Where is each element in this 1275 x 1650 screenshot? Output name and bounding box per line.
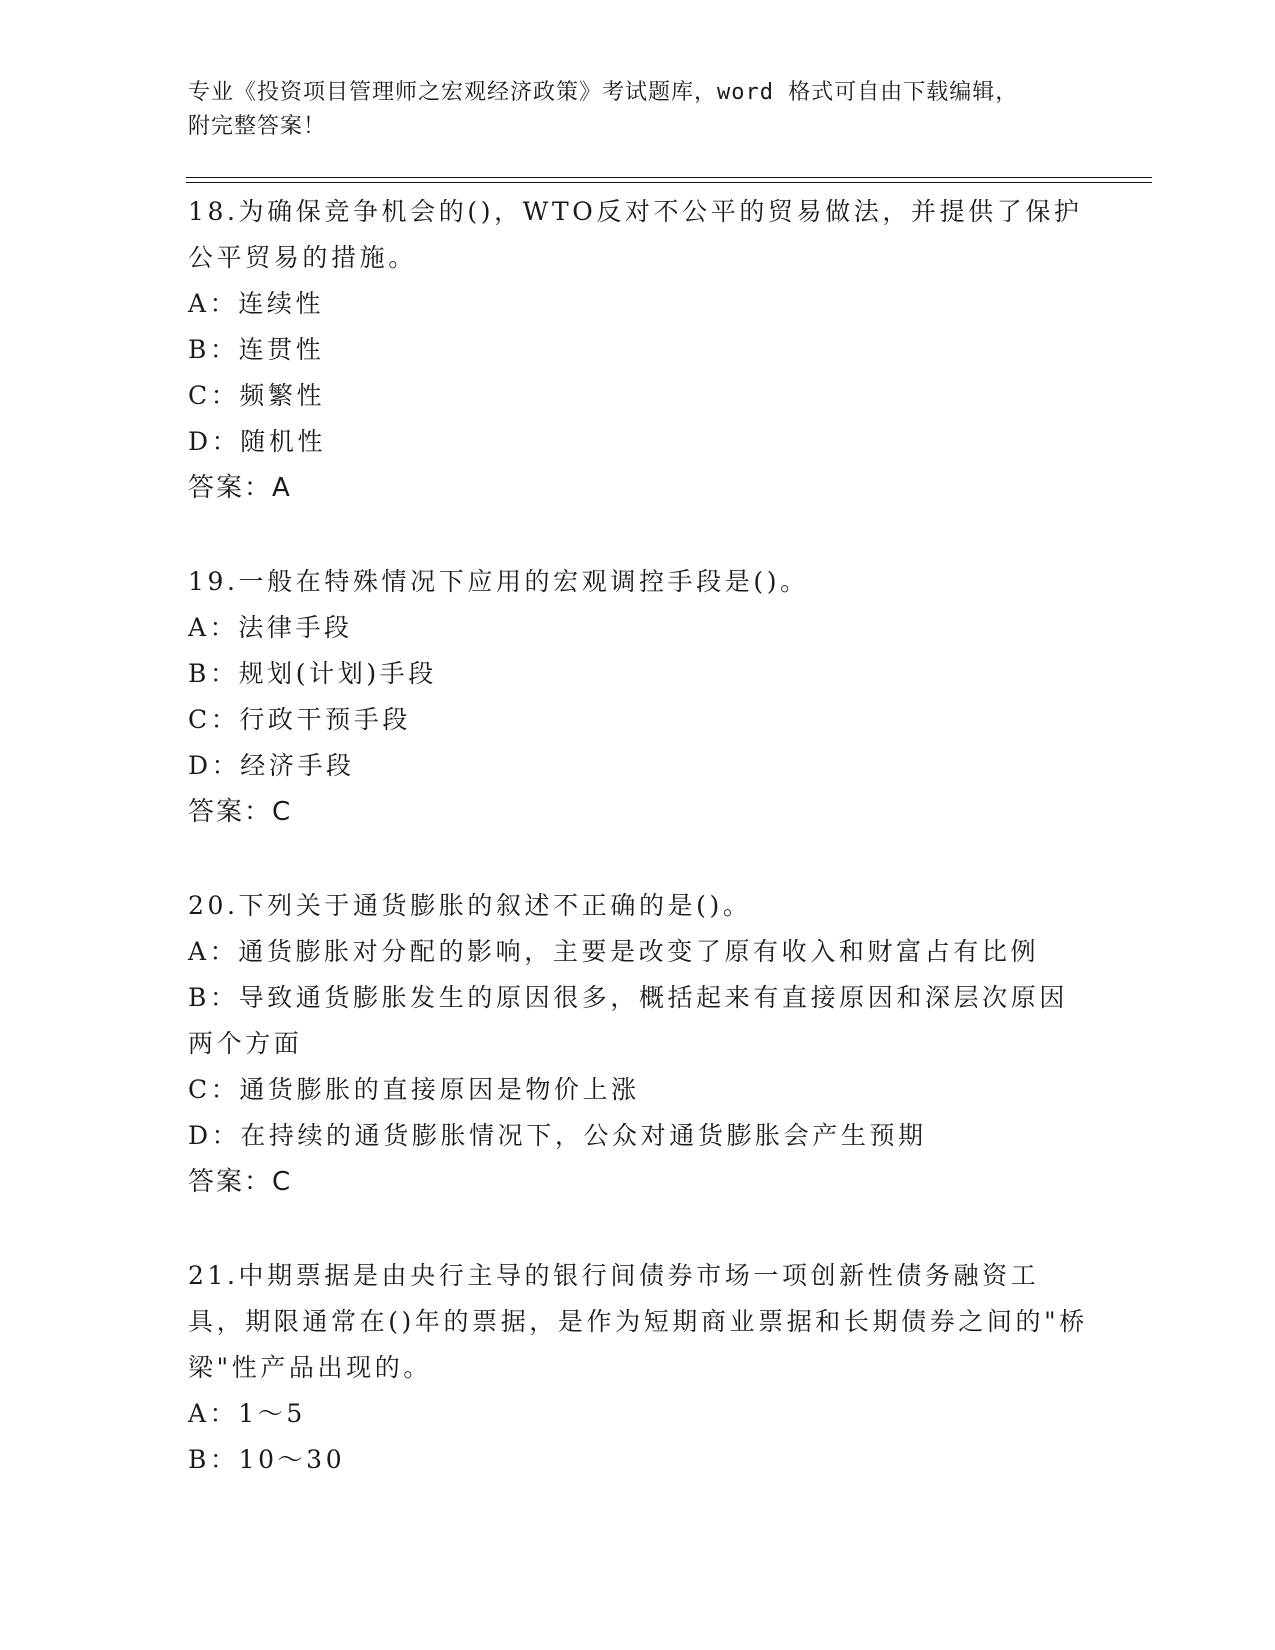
question-18 <box>188 189 1088 511</box>
option-d: D：随机性 <box>188 427 327 456</box>
header-line-2: 附完整答案！ <box>188 114 327 139</box>
header-divider-bottom <box>186 182 1152 183</box>
option-b: B：10～30 <box>188 1445 346 1474</box>
answer: 答案：C <box>188 1167 293 1197</box>
option-a: A：1～5 <box>188 1399 306 1428</box>
question-stem: 20.下列关于通货膨胀的叙述不正确的是()。 <box>188 891 752 920</box>
option-c: C：行政干预手段 <box>188 705 411 734</box>
document-header <box>188 76 1088 144</box>
option-d: D：在持续的通货膨胀情况下，公众对通货膨胀会产生预期 <box>188 1121 927 1150</box>
header-divider-top <box>186 177 1152 178</box>
option-b: B：导致通货膨胀发生的原因很多，概括起来有直接原因和深层次原因两个方面 <box>188 983 1068 1058</box>
option-b: B：连贯性 <box>188 335 325 364</box>
option-c: C：通货膨胀的直接原因是物价上涨 <box>188 1075 640 1104</box>
option-b: B：规划(计划)手段 <box>188 659 437 688</box>
answer: 答案：C <box>188 797 293 827</box>
question-list <box>188 189 1088 1531</box>
header-line-1: 专业《投资项目管理师之宏观经济政策》考试题库，word 格式可自由下载编辑， <box>188 80 1019 105</box>
question-20 <box>188 883 1088 1205</box>
question-stem: 18.为确保竞争机会的()，WTO反对不公平的贸易做法，并提供了保护公平贸易的措施。 <box>188 197 1083 272</box>
option-a: A：法律手段 <box>188 613 353 642</box>
answer: 答案：A <box>188 473 292 503</box>
option-c: C：频繁性 <box>188 381 326 410</box>
option-a: A：连续性 <box>188 289 325 318</box>
option-a: A：通货膨胀对分配的影响，主要是改变了原有收入和财富占有比例 <box>188 937 1040 966</box>
question-19 <box>188 559 1088 835</box>
question-21 <box>188 1253 1088 1483</box>
question-stem: 21.中期票据是由央行主导的银行间债券市场一项创新性债务融资工具，期限通常在()年的票据，是作为短期商业票据和长期债券之间的"桥梁"性产品出现的。 <box>188 1261 1088 1382</box>
question-stem: 19.一般在特殊情况下应用的宏观调控手段是()。 <box>188 567 809 596</box>
option-d: D：经济手段 <box>188 751 355 780</box>
